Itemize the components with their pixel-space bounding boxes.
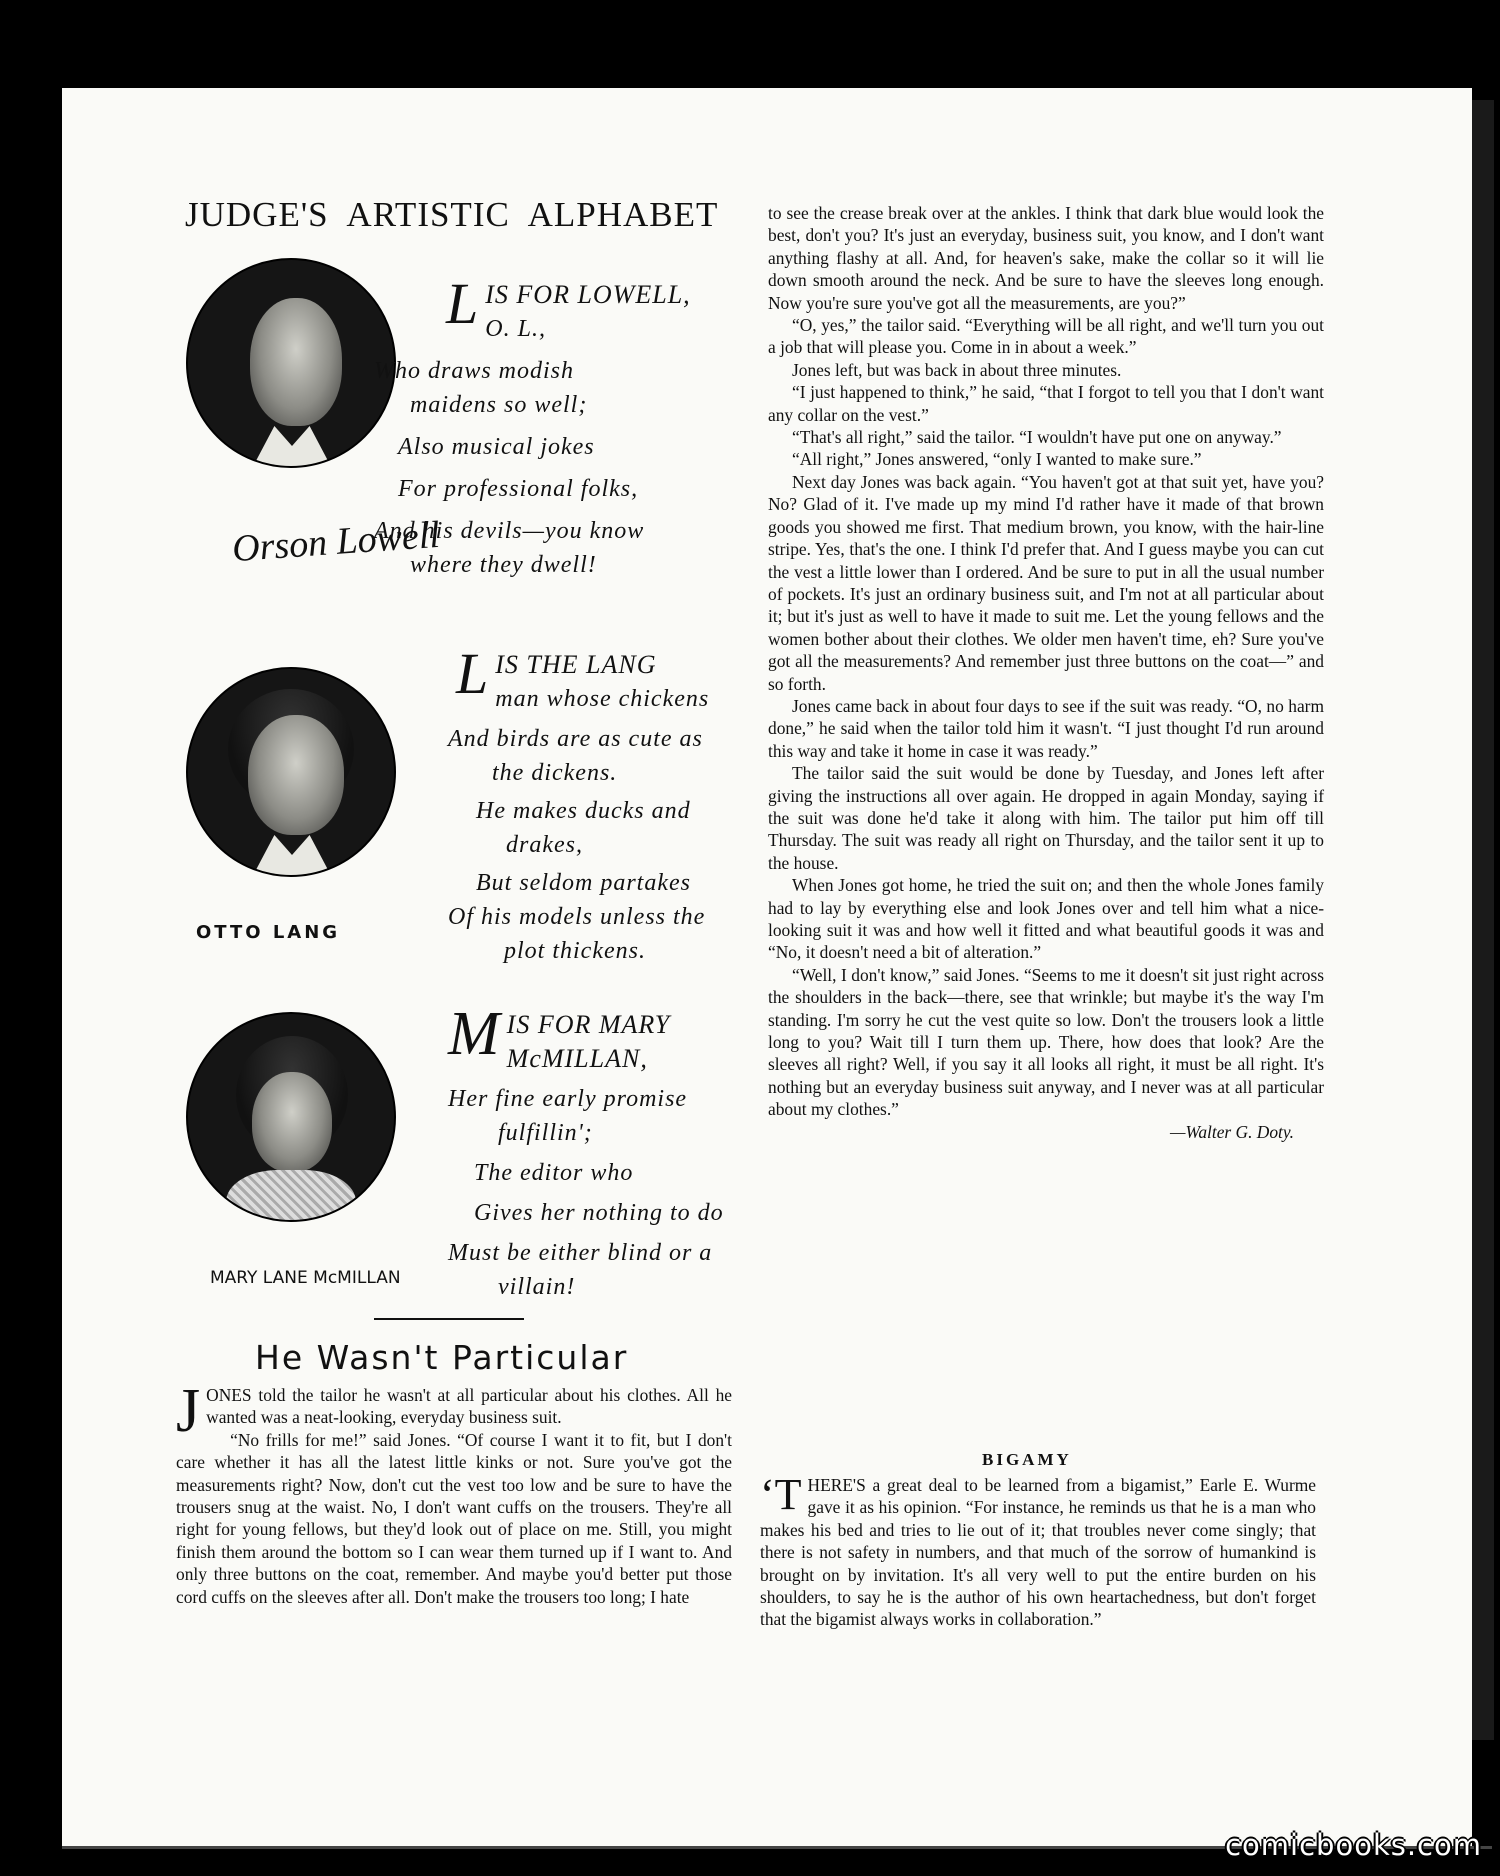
poem-line: Who draws modish (374, 358, 575, 384)
collar (248, 835, 336, 877)
poem-lowell (374, 271, 756, 582)
poem-lang (448, 641, 756, 968)
bigamy-paragraph (760, 1470, 1316, 1631)
paragraph-text: HERE'S a great deal to be learned from a bigamist,” Earle E. Wurme gave it as his opinion. “For instance, he reminds us that he is a man who makes his bed and tries to lie out of it; that troubles never come singly; that there is not safety in numbers, and that much of the sorrow of humankind is brought on by invitation. It's all very well to put the entire burden on his shoulders, to say he is the author of his own heartachedness, but don't forget that the bigamist always works in collaboration.” (760, 1475, 1316, 1630)
portrait-mcmillan (186, 1012, 396, 1222)
byline: —Walter G. Doty. (1170, 1121, 1294, 1142)
paragraph-text: ONES told the tailor he wasn't at all particular about his clothes. All he wanted was a neat-looking, everyday business suit. (206, 1385, 732, 1428)
poem-line: He makes ducks and (476, 798, 691, 824)
signature-lowell: Orson Lowell (230, 513, 442, 571)
dress (226, 1170, 356, 1222)
section-divider (374, 1318, 524, 1320)
bigamy-title: BIGAMY (982, 1450, 1072, 1469)
face (250, 298, 342, 426)
dropcap: L (446, 271, 480, 336)
story-paragraph: “O, yes,” the tailor said. “Everything will be all right, and we'll turn you out a job that will please you. Come in in about a week.” (768, 315, 1324, 358)
poem-line: IS FOR MARY (506, 1010, 671, 1039)
poem-line: Also musical jokes (398, 434, 595, 460)
story-paragraph: “Well, I don't know,” said Jones. “Seems to me it doesn't sit just right across the shoulders in the back—there, see that wrinkle; but maybe it's the way I'm standing. I'm sorry he cut the vest quite so low. Don't the trousers look a little long to you? Wait till I turn them up. There, how does that look? Are the sleeves all right? Well, if you say it all looks all right, it must be all right. It's nothing but an everyday business suit anyway, and I never was at all particular about my clothes.” (768, 964, 1324, 1120)
poem-line: plot thickens. (504, 938, 646, 964)
poem-line: Of his models unless the (448, 904, 706, 930)
story-paragraph: “That's all right,” said the tailor. “I wouldn't have put one on anyway.” (792, 427, 1282, 448)
story-paragraph: Next day Jones was back again. “You haven't got at that suit yet, have you? No? Glad of it. I've made up my mind I'd rather have it made of that brown goods you showed me first. That medium brown, you know, with the hair-line stripe. Yes, that's the one. I think I'd prefer that. And I guess maybe you can cut the vest a little lower than I ordered. And be sure to put in all the usual number of pockets. It's just an ordinary business suit, and I'm not at all particular about it; but it's just as well to have it made to suit me. Let the young fellows and the women bother about their clothes. We older men haven't time, eh? Sure you've got all the measurements? And remember just three buttons on the coat—” and so forth. (768, 471, 1324, 694)
poem-line: villain! (498, 1274, 576, 1300)
dropcap: ‘T (760, 1470, 802, 1519)
poem-line: And his devils—you know (374, 518, 645, 544)
face (248, 715, 344, 835)
watermark: comicbooks.com (1225, 1828, 1482, 1862)
signature-mcmillan: MARY LANE McMILLAN (210, 1268, 401, 1288)
dropcap: J (176, 1377, 201, 1445)
portrait-lang (186, 667, 396, 877)
poem-line: But seldom partakes (476, 870, 691, 896)
story-paragraph: The tailor said the suit would be done by Tuesday, and Jones left after giving the instructions all over again. He dropped in again Monday, saying if the suit was done he'd take it along with him. The tailor put him off till Thursday. The suit was ready all right on Thursday, and the tailor sent it up to the house. (768, 763, 1324, 873)
portrait-lowell (186, 258, 396, 468)
story-title: He Wasn't Particular (255, 1338, 629, 1377)
story-paragraph: to see the crease break over at the ankles. I think that dark blue would look the best, don't you? It's just an everyday, business suit, you know, and I don't want anything flashy at all. And, for heaven's sake, make the collar so it will lie down smooth around the neck. And be sure to have the sleeves long enough. Now you're sure you've got all the measurements, are you?” (768, 203, 1324, 313)
story-paragraph (176, 1377, 732, 1445)
poem-line: For professional folks, (398, 476, 639, 502)
poem-line: maidens so well; (410, 392, 588, 418)
story-right-column (768, 202, 1324, 1143)
dropcap: M (448, 1000, 501, 1068)
poem-line: where they dwell! (410, 552, 597, 578)
poem-line: The editor who (474, 1160, 634, 1186)
story-paragraph: Jones came back in about four days to see if the suit was ready. “O, no harm done,” he said when the tailor told him it wasn't. “I just thought I'd run around this way and take it home in case it was ready.” (768, 695, 1324, 761)
poem-line: And birds are as cute as (448, 726, 703, 752)
collar (248, 426, 336, 468)
story-left-column (176, 1377, 732, 1608)
poem-line: Gives her nothing to do (474, 1200, 724, 1226)
story-paragraph: “All right,” Jones answered, “only I wanted to make sure.” (792, 449, 1202, 470)
poem-line: Her fine early promise (448, 1086, 688, 1112)
face (252, 1072, 332, 1172)
bigamy-column (760, 1470, 1316, 1631)
story-paragraph: Jones left, but was back in about three minutes. (792, 359, 1122, 380)
poem-line: IS THE LANG (495, 650, 657, 679)
story-paragraph: When Jones got home, he tried the suit on; and then the whole Jones family had to lay by everything else and look Jones over and tell him what a nice-looking suit it was and how well it fitted and what beautiful goods it was and “No, it doesn't need a bit of alteration.” (768, 875, 1324, 963)
poem-line: O. L., (485, 316, 546, 342)
poem-mcmillan (448, 1000, 758, 1304)
story-paragraph: “I just happened to think,” he said, “that I forgot to tell you that I don't want any collar on the vest.” (768, 382, 1324, 425)
poem-line: man whose chickens (495, 686, 710, 712)
poem-line: Must be either blind or a (448, 1240, 713, 1266)
poem-line: IS FOR LOWELL, (485, 280, 691, 309)
page-title: JUDGE'S ARTISTIC ALPHABET (185, 195, 719, 234)
poem-line: drakes, (506, 832, 583, 858)
page-edge (1472, 100, 1494, 1740)
poem-line: McMILLAN, (506, 1044, 648, 1073)
poem-line: the dickens. (492, 760, 618, 786)
poem-line: fulfillin'; (498, 1120, 593, 1146)
signature-lang: OTTO LANG (196, 922, 341, 943)
story-paragraph: “No frills for me!” said Jones. “Of course I want it to fit, but I don't care whether it has all the latest little kinks or not. Sure you've got the measurements right? Now, don't cut the vest too low and be sure to have the trousers snug at the waist. No, I don't want cuffs on the trousers. They're all right for young fellows, but they'd look out of place on me. Still, you might finish them around the bottom so I can wear them turned up if I want to. And only three buttons on the coat, remember. And maybe you'd better put those cord cuffs on the sleeves after all. Don't make the trousers too long; I hate (176, 1429, 732, 1607)
dropcap: L (456, 641, 490, 706)
